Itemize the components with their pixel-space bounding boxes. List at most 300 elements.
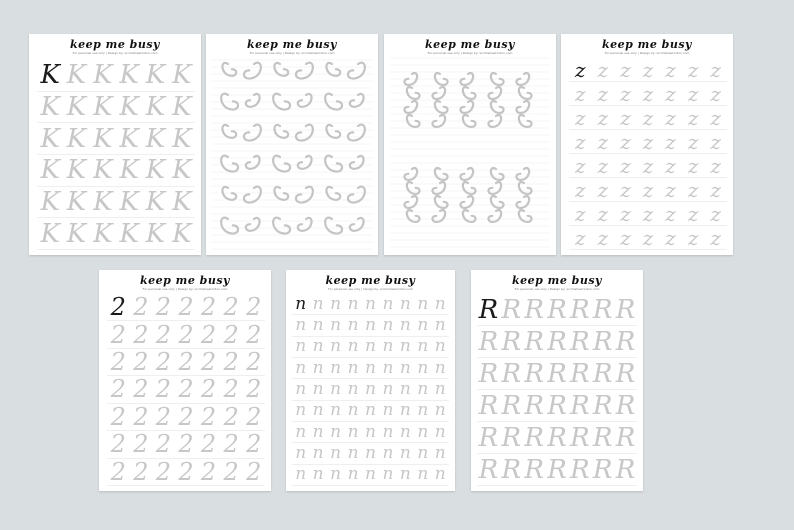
trace-glyph: z xyxy=(659,226,682,250)
trace-glyph: n xyxy=(432,465,449,486)
trace-glyph: 2 xyxy=(175,294,198,321)
trace-glyph: R xyxy=(547,358,567,389)
trace-glyph: 2 xyxy=(220,376,243,403)
trace-glyph: z xyxy=(659,154,682,178)
trace-glyph: n xyxy=(379,443,396,464)
trace-glyph: n xyxy=(327,465,344,486)
trace-glyph: K xyxy=(169,155,195,187)
trace-glyph: n xyxy=(432,379,449,400)
trace-glyph: n xyxy=(292,358,309,379)
sheet-subtitle: For personal use only | Design by: scrimshawrindon.com xyxy=(427,51,513,55)
trace-glyph: n xyxy=(344,358,361,379)
trace-glyph: n xyxy=(309,379,326,400)
worksheet-k xyxy=(29,34,201,255)
trace-glyph: z xyxy=(637,202,660,226)
worksheet-r xyxy=(471,270,643,491)
trace-glyph: 2 xyxy=(197,404,220,431)
trace-glyph: R xyxy=(592,422,613,453)
trace-glyph: n xyxy=(292,422,309,443)
example-glyph: K xyxy=(37,60,63,92)
trace-glyph: n xyxy=(327,337,344,358)
trace-glyph: R xyxy=(592,454,613,485)
trace-glyph: K xyxy=(142,60,168,92)
trace-glyph: n xyxy=(362,422,379,443)
trace-glyph: 2 xyxy=(107,459,130,486)
trace-glyph: n xyxy=(379,294,396,315)
trace-glyph: z xyxy=(592,154,615,178)
trace-glyph: R xyxy=(570,358,590,389)
trace-glyph: z xyxy=(704,154,727,178)
example-glyph: 2 xyxy=(107,294,130,321)
trace-glyph: R xyxy=(501,294,522,325)
trace-glyph: z xyxy=(614,82,637,106)
swirl-stroke xyxy=(298,218,312,231)
swirl-stroke xyxy=(350,94,364,107)
sheet-subtitle: For personal use only | Design by: scrimshawrindon.com xyxy=(514,287,600,291)
trace-glyph: n xyxy=(414,315,431,336)
trace-glyph: R xyxy=(524,422,544,453)
trace-glyph: R xyxy=(501,422,522,453)
trace-glyph: R xyxy=(570,326,590,357)
swirl-stroke xyxy=(326,187,340,200)
sheet-subtitle: For personal use only | Design by: scrimshawrindon.com xyxy=(249,51,335,55)
trace-glyph: K xyxy=(116,92,142,124)
trace-glyph: 2 xyxy=(197,459,220,486)
trace-glyph: z xyxy=(637,226,660,250)
trace-glyph: n xyxy=(344,401,361,422)
trace-glyph: z xyxy=(704,82,727,106)
trace-glyph: 2 xyxy=(175,431,198,458)
trace-glyph: 2 xyxy=(107,321,130,348)
swirl-stroke xyxy=(350,218,364,231)
trace-glyph: 2 xyxy=(107,404,130,431)
sheet-subtitle: For personal use only | Design by: scrimshawrindon.com xyxy=(328,287,413,291)
swirl-stroke xyxy=(348,125,365,141)
trace-glyph: n xyxy=(379,465,396,486)
trace-glyph: n xyxy=(432,401,449,422)
trace-glyph: n xyxy=(379,422,396,443)
trace-glyph: R xyxy=(615,326,636,357)
trace-glyph: z xyxy=(614,226,637,250)
worksheet-swirls-c xyxy=(206,34,378,255)
trace-glyph: z xyxy=(614,130,637,154)
trace-glyph: 2 xyxy=(242,404,265,431)
trace-glyph: K xyxy=(37,155,63,187)
trace-glyph: 2 xyxy=(107,349,130,376)
trace-glyph: R xyxy=(615,422,636,453)
swirl-stroke xyxy=(222,125,236,138)
trace-glyph: 2 xyxy=(152,459,175,486)
trace-glyph: n xyxy=(309,358,326,379)
trace-glyph: 2 xyxy=(197,294,220,321)
trace-glyph: 2 xyxy=(197,431,220,458)
trace-glyph: 2 xyxy=(130,376,153,403)
trace-glyph: R xyxy=(478,390,499,421)
trace-glyph: z xyxy=(614,178,637,202)
trace-glyph: n xyxy=(362,379,379,400)
trace-glyph: K xyxy=(169,92,195,124)
trace-glyph: n xyxy=(344,443,361,464)
swirl-stroke xyxy=(274,125,288,138)
trace-glyph: 2 xyxy=(107,431,130,458)
trace-glyph: n xyxy=(309,422,326,443)
trace-glyph: 2 xyxy=(197,376,220,403)
trace-glyph: 2 xyxy=(242,459,265,486)
trace-glyph: R xyxy=(615,390,636,421)
trace-glyph: R xyxy=(524,390,544,421)
trace-glyph: 2 xyxy=(220,349,243,376)
trace-glyph: z xyxy=(682,106,705,130)
trace-glyph: n xyxy=(432,294,449,315)
trace-glyph: z xyxy=(569,130,592,154)
trace-glyph: 2 xyxy=(107,376,130,403)
swirl-stroke xyxy=(244,63,261,79)
trace-glyph: K xyxy=(63,60,89,92)
trace-glyph: n xyxy=(397,443,414,464)
trace-glyph: K xyxy=(142,187,168,219)
trace-glyph: z xyxy=(569,82,592,106)
trace-glyph: n xyxy=(432,443,449,464)
swirl-stroke xyxy=(296,125,313,141)
trace-glyph: R xyxy=(478,422,499,453)
trace-glyph: K xyxy=(37,187,63,219)
trace-glyph: R xyxy=(592,390,613,421)
trace-glyph: R xyxy=(547,326,567,357)
trace-glyph: z xyxy=(659,178,682,202)
trace-glyph: n xyxy=(414,401,431,422)
trace-glyph: 2 xyxy=(152,404,175,431)
trace-glyph: n xyxy=(397,294,414,315)
trace-glyph: n xyxy=(344,315,361,336)
flourish-pattern xyxy=(206,34,378,255)
trace-glyph: R xyxy=(570,422,590,453)
flourish-pattern xyxy=(384,34,556,255)
swirl-stroke xyxy=(273,94,290,110)
trace-glyph: R xyxy=(592,326,613,357)
swirl-stroke xyxy=(274,187,288,200)
trace-glyph: 2 xyxy=(220,294,243,321)
trace-glyph: 2 xyxy=(175,376,198,403)
trace-glyph: z xyxy=(569,178,592,202)
trace-glyph: n xyxy=(414,465,431,486)
trace-glyph: R xyxy=(501,390,522,421)
practice-grid xyxy=(292,294,449,486)
trace-glyph: n xyxy=(414,422,431,443)
trace-glyph: z xyxy=(569,106,592,130)
trace-glyph: K xyxy=(37,92,63,124)
trace-glyph: n xyxy=(344,379,361,400)
trace-glyph: z xyxy=(682,202,705,226)
trace-glyph: 2 xyxy=(152,431,175,458)
trace-glyph: z xyxy=(704,58,727,82)
trace-glyph: n xyxy=(309,443,326,464)
trace-glyph: K xyxy=(169,218,195,250)
trace-glyph: R xyxy=(547,454,567,485)
trace-glyph: 2 xyxy=(130,431,153,458)
trace-glyph: n xyxy=(397,337,414,358)
example-glyph: R xyxy=(478,294,499,325)
trace-glyph: R xyxy=(547,422,567,453)
swirl-stroke xyxy=(326,125,340,138)
trace-glyph: 2 xyxy=(242,321,265,348)
sheet-subtitle: For personal use only | Design by: scrimshawrindon.com xyxy=(142,287,228,291)
trace-glyph: z xyxy=(637,178,660,202)
trace-glyph: n xyxy=(414,294,431,315)
practice-grid xyxy=(477,294,637,486)
trace-glyph: z xyxy=(704,130,727,154)
trace-glyph: z xyxy=(704,178,727,202)
example-glyph: z xyxy=(569,58,592,82)
trace-glyph: z xyxy=(704,106,727,130)
trace-glyph: n xyxy=(292,315,309,336)
trace-glyph: 2 xyxy=(242,376,265,403)
trace-glyph: 2 xyxy=(152,294,175,321)
example-glyph: n xyxy=(292,294,309,315)
trace-glyph: n xyxy=(344,294,361,315)
trace-glyph: 2 xyxy=(197,349,220,376)
trace-glyph: R xyxy=(524,326,544,357)
trace-glyph: z xyxy=(637,58,660,82)
trace-glyph: z xyxy=(659,130,682,154)
trace-glyph: n xyxy=(309,315,326,336)
trace-glyph: n xyxy=(379,315,396,336)
swirl-stroke xyxy=(325,94,342,110)
trace-glyph: n xyxy=(327,379,344,400)
trace-glyph: n xyxy=(292,443,309,464)
trace-glyph: R xyxy=(501,358,522,389)
trace-glyph: R xyxy=(524,358,544,389)
trace-glyph: K xyxy=(63,92,89,124)
worksheet-n xyxy=(286,270,455,491)
trace-glyph: R xyxy=(615,454,636,485)
trace-glyph: n xyxy=(432,315,449,336)
trace-glyph: z xyxy=(637,154,660,178)
trace-glyph: n xyxy=(379,337,396,358)
trace-glyph: K xyxy=(116,123,142,155)
trace-glyph: z xyxy=(592,130,615,154)
trace-glyph: n xyxy=(292,465,309,486)
trace-glyph: n xyxy=(362,315,379,336)
trace-glyph: K xyxy=(169,60,195,92)
trace-glyph: K xyxy=(63,187,89,219)
trace-glyph: R xyxy=(478,454,499,485)
swirl-stroke xyxy=(273,218,290,234)
trace-glyph: n xyxy=(432,358,449,379)
trace-glyph: z xyxy=(569,202,592,226)
trace-glyph: R xyxy=(570,294,590,325)
trace-glyph: K xyxy=(90,155,116,187)
trace-glyph: n xyxy=(362,401,379,422)
trace-glyph: n xyxy=(292,337,309,358)
trace-glyph: z xyxy=(614,202,637,226)
trace-glyph: K xyxy=(90,218,116,250)
trace-glyph: z xyxy=(682,58,705,82)
trace-glyph: 2 xyxy=(242,431,265,458)
trace-glyph: n xyxy=(327,315,344,336)
trace-glyph: z xyxy=(637,82,660,106)
trace-glyph: z xyxy=(592,202,615,226)
practice-grid xyxy=(37,60,195,250)
trace-glyph: 2 xyxy=(130,459,153,486)
worksheet-2 xyxy=(99,270,271,491)
trace-glyph: K xyxy=(116,187,142,219)
trace-glyph: n xyxy=(362,337,379,358)
trace-glyph: n xyxy=(397,465,414,486)
swirl-stroke xyxy=(325,218,342,234)
trace-glyph: z xyxy=(592,178,615,202)
sheet-title: keep me busy xyxy=(247,38,337,51)
worksheet-flourishes xyxy=(384,34,556,255)
trace-glyph: n xyxy=(309,401,326,422)
swirl-stroke xyxy=(246,94,260,107)
trace-glyph: K xyxy=(90,187,116,219)
trace-glyph: z xyxy=(614,154,637,178)
trace-glyph: R xyxy=(478,326,499,357)
trace-glyph: K xyxy=(90,123,116,155)
trace-glyph: n xyxy=(414,358,431,379)
trace-glyph: n xyxy=(292,379,309,400)
trace-glyph: 2 xyxy=(152,349,175,376)
trace-glyph: z xyxy=(682,178,705,202)
trace-glyph: n xyxy=(327,401,344,422)
trace-glyph: K xyxy=(142,218,168,250)
trace-glyph: R xyxy=(501,454,522,485)
trace-glyph: 2 xyxy=(175,404,198,431)
sheet-title: keep me busy xyxy=(325,274,416,287)
trace-glyph: K xyxy=(116,155,142,187)
trace-glyph: R xyxy=(592,294,613,325)
trace-glyph: n xyxy=(309,337,326,358)
trace-glyph: 2 xyxy=(130,321,153,348)
trace-glyph: K xyxy=(63,123,89,155)
trace-glyph: 2 xyxy=(152,376,175,403)
trace-glyph: z xyxy=(682,82,705,106)
trace-glyph: K xyxy=(37,218,63,250)
trace-glyph: n xyxy=(379,379,396,400)
swirl-stroke xyxy=(348,63,365,79)
trace-glyph: K xyxy=(90,60,116,92)
trace-glyph: 2 xyxy=(220,404,243,431)
trace-glyph: n xyxy=(432,337,449,358)
trace-glyph: n xyxy=(327,422,344,443)
swirl-stroke xyxy=(221,94,238,110)
trace-glyph: K xyxy=(63,155,89,187)
trace-glyph: R xyxy=(478,358,499,389)
trace-glyph: 2 xyxy=(175,349,198,376)
trace-glyph: K xyxy=(142,92,168,124)
trace-glyph: 2 xyxy=(175,321,198,348)
trace-glyph: n xyxy=(292,401,309,422)
trace-glyph: K xyxy=(142,123,168,155)
trace-glyph: R xyxy=(570,390,590,421)
trace-glyph: K xyxy=(142,155,168,187)
trace-glyph: z xyxy=(659,106,682,130)
swirl-stroke xyxy=(221,218,238,234)
worksheet-z xyxy=(561,34,733,255)
trace-glyph: z xyxy=(659,58,682,82)
trace-glyph: z xyxy=(569,154,592,178)
trace-glyph: K xyxy=(169,187,195,219)
trace-glyph: z xyxy=(592,82,615,106)
trace-glyph: K xyxy=(63,218,89,250)
trace-glyph: K xyxy=(90,92,116,124)
trace-glyph: n xyxy=(362,358,379,379)
trace-glyph: z xyxy=(704,202,727,226)
trace-glyph: R xyxy=(547,294,567,325)
swirl-stroke xyxy=(222,187,236,200)
swirl-stroke xyxy=(246,218,260,231)
trace-glyph: R xyxy=(524,294,544,325)
trace-glyph: z xyxy=(614,106,637,130)
trace-glyph: R xyxy=(615,294,636,325)
trace-glyph: n xyxy=(379,401,396,422)
trace-glyph: 2 xyxy=(220,431,243,458)
trace-glyph: n xyxy=(379,358,396,379)
trace-glyph: 2 xyxy=(130,404,153,431)
sheet-subtitle: For personal use only | Design by: scrimshawrindon.com xyxy=(72,51,158,55)
trace-glyph: n xyxy=(344,337,361,358)
trace-glyph: z xyxy=(592,106,615,130)
trace-glyph: R xyxy=(592,358,613,389)
sheet-subtitle: For personal use only | Design by: scrimshawrindon.com xyxy=(604,51,690,55)
trace-glyph: n xyxy=(327,294,344,315)
trace-glyph: n xyxy=(362,294,379,315)
trace-glyph: n xyxy=(362,465,379,486)
trace-glyph: 2 xyxy=(242,349,265,376)
trace-glyph: z xyxy=(592,226,615,250)
trace-glyph: n xyxy=(344,465,361,486)
trace-glyph: n xyxy=(414,379,431,400)
trace-glyph: z xyxy=(682,130,705,154)
trace-glyph: n xyxy=(397,358,414,379)
trace-glyph: R xyxy=(524,454,544,485)
trace-glyph: n xyxy=(309,294,326,315)
swirl-stroke xyxy=(298,94,312,107)
trace-glyph: K xyxy=(116,60,142,92)
sheet-title: keep me busy xyxy=(70,38,160,51)
trace-glyph: 2 xyxy=(175,459,198,486)
trace-glyph: z xyxy=(659,82,682,106)
trace-glyph: z xyxy=(569,226,592,250)
trace-glyph: n xyxy=(397,315,414,336)
trace-glyph: z xyxy=(614,58,637,82)
trace-glyph: 2 xyxy=(242,294,265,321)
trace-glyph: n xyxy=(309,465,326,486)
trace-glyph: z xyxy=(704,226,727,250)
trace-glyph: n xyxy=(414,337,431,358)
practice-grid xyxy=(569,58,727,250)
trace-glyph: n xyxy=(432,422,449,443)
trace-glyph: 2 xyxy=(197,321,220,348)
trace-glyph: 2 xyxy=(152,321,175,348)
trace-glyph: z xyxy=(592,58,615,82)
trace-glyph: K xyxy=(116,218,142,250)
trace-glyph: K xyxy=(37,123,63,155)
trace-glyph: n xyxy=(344,422,361,443)
sheet-title: keep me busy xyxy=(140,274,230,287)
swirl-stroke xyxy=(244,125,261,141)
trace-glyph: 2 xyxy=(220,459,243,486)
trace-glyph: z xyxy=(682,154,705,178)
trace-glyph: n xyxy=(327,358,344,379)
trace-glyph: n xyxy=(327,443,344,464)
sheet-title: keep me busy xyxy=(512,274,602,287)
practice-grid xyxy=(107,294,265,486)
trace-glyph: n xyxy=(397,379,414,400)
trace-glyph: R xyxy=(547,390,567,421)
trace-glyph: R xyxy=(570,454,590,485)
trace-glyph: z xyxy=(637,130,660,154)
